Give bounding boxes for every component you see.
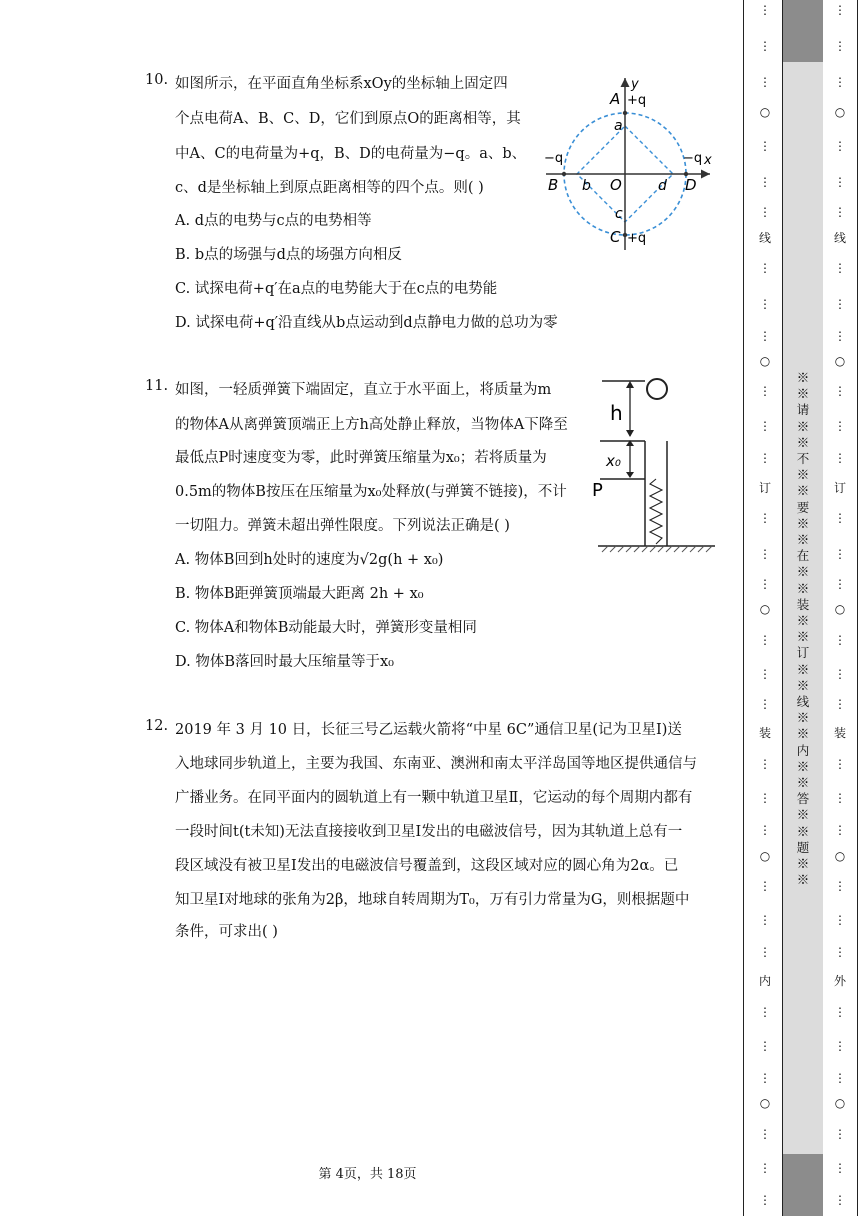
question-text-line: 如图，一轻质弹簧下端固定，直立于水平面上，将质量为m: [175, 382, 552, 398]
option-d: D. 试探电荷+q′沿直线从b点运动到d点静电力做的总功为零: [175, 315, 558, 331]
charge-B: −q: [544, 151, 564, 166]
question-number: 11.: [145, 378, 169, 394]
question-text-line: 如图所示，在平面直角坐标系xOy的坐标轴上固定四: [175, 76, 508, 92]
question-text-line: 个点电荷A、B、C、D，它们到原点O的距离相等，其: [175, 111, 521, 127]
option-c: C. 物体A和物体B动能最大时，弹簧形变量相同: [175, 620, 477, 636]
option-a: A. d点的电势与c点的电势相等: [175, 213, 372, 229]
label-x0: x₀: [606, 452, 621, 470]
charge-C: +q: [627, 231, 647, 246]
ball: [647, 379, 667, 399]
y-label: y: [631, 77, 639, 92]
charge-D: −q: [683, 151, 703, 166]
inner-mark: 内: [758, 974, 771, 988]
x-label: x: [704, 153, 712, 168]
top-gray-block: [783, 0, 823, 62]
question-text-line: 条件，可求出( ): [175, 924, 278, 940]
charge-diagram: [538, 72, 720, 252]
label-A: A: [610, 90, 621, 108]
option-c: C. 试探电荷+q′在a点的电势能大于在c点的电势能: [175, 281, 498, 297]
option-b: B. 物体B距弹簧顶端最大距离 2h + x₀: [175, 586, 424, 602]
label-h: h: [610, 401, 623, 425]
label-C: C: [610, 228, 621, 246]
question-text-line: 2019 年 3 月 10 日，长征三号乙运载火箭将“中星 6C”通信卫星(记为卫星Ⅰ)送: [175, 722, 682, 738]
bottom-gray-block: [783, 1154, 823, 1216]
outer-mark: 线: [833, 231, 846, 245]
question-text-line: 段区域没有被卫星Ⅰ发出的电磁波信号覆盖到，这段区域对应的圆心角为2α。已: [175, 858, 679, 874]
outer-mark: 外: [833, 974, 846, 988]
question-text-line: c、d是坐标轴上到原点距离相等的四个点。则( ): [175, 180, 484, 196]
question-text-line: 一段时间t(t未知)无法直接接收到卫星Ⅰ发出的电磁波信号，因为其轨道上总有一: [175, 824, 683, 840]
question-text-line: 一切阻力。弹簧未超出弹性限度。下列说法正确是( ): [175, 518, 510, 534]
label-a: a: [614, 118, 623, 134]
question-number: 12.: [145, 718, 169, 734]
question-text-line: 知卫星Ⅰ对地球的张角为2β，地球自转周期为T₀，万有引力常量为G，则根据题中: [175, 892, 690, 908]
binding-notice: ※※请※※不※※要※※在※※装※※订※※线※※内※※答※※题※※: [796, 370, 810, 888]
question-12: [145, 718, 725, 948]
label-O: O: [610, 176, 622, 194]
option-d: D. 物体B落回时最大压缩量等于x₀: [175, 654, 394, 670]
label-B: B: [548, 176, 559, 194]
page-footer: 第 4页，共 18页: [318, 1167, 417, 1182]
label-b: b: [582, 178, 591, 194]
spring: [650, 479, 662, 544]
question-11: [145, 378, 585, 678]
outer-mark: 装: [833, 726, 846, 740]
question-text-line: 0.5m的物体B按压在压缩量为x₀处释放(与弹簧不链接)，不计: [175, 484, 567, 500]
label-D: D: [685, 176, 697, 194]
question-text-line: 最低点P时速度变为零，此时弹簧压缩量为x₀；若将质量为: [175, 450, 547, 466]
inner-mark: 装: [758, 726, 771, 740]
question-number: 10.: [145, 72, 169, 88]
label-P: P: [592, 480, 603, 501]
inner-mark: 线: [758, 231, 771, 245]
question-10: [145, 72, 558, 342]
spring-diagram: [590, 374, 720, 554]
label-d: d: [658, 178, 667, 194]
option-a: A. 物体B回到h处时的速度为√2g(h + x₀): [175, 552, 444, 568]
question-text-line: 中A、C的电荷量为+q，B、D的电荷量为−q。a、b、: [175, 146, 527, 162]
outer-mark: 订: [833, 481, 846, 495]
inner-dotted-column: ⋮ ⋮ ⋮ ○ ⋮ ⋮ ⋮ 线 ⋮ ⋮ ⋮ ○ ⋮ ⋮ ⋮ 订 ⋮ ⋮ ⋮ ○ ⋮ ⋮ ⋮ 装 ⋮ ⋮ ⋮ ○ ⋮ ⋮ ⋮ 内 ⋮ ⋮ ⋮ ○ ⋮ ⋮ ⋮: [755, 0, 775, 1216]
inner-mark: 订: [758, 481, 771, 495]
outer-dotted-column: ⋮ ⋮ ⋮ ○ ⋮ ⋮ ⋮ 线 ⋮ ⋮ ⋮ ○ ⋮ ⋮ ⋮ 订 ⋮ ⋮ ⋮ ○ ⋮ ⋮ ⋮ 装 ⋮ ⋮ ⋮ ○ ⋮ ⋮ ⋮ 外 ⋮ ⋮ ⋮ ○ ⋮ ⋮ ⋮: [830, 0, 850, 1216]
question-text-line: 广播业务。在同平面内的圆轨道上有一颗中轨道卫星Ⅱ，它运动的每个周期内都有: [175, 790, 693, 806]
question-text-line: 的物体A从离弹簧顶端正上方h高处静止释放，当物体A下降至: [175, 417, 568, 433]
question-text-line: 入地球同步轨道上，主要为我国、东南亚、澳洲和南太平洋岛国等地区提供通信与: [175, 756, 697, 772]
charge-A: +q: [627, 93, 647, 108]
label-c: c: [615, 206, 623, 222]
option-b: B. b点的场强与d点的场强方向相反: [175, 247, 402, 263]
